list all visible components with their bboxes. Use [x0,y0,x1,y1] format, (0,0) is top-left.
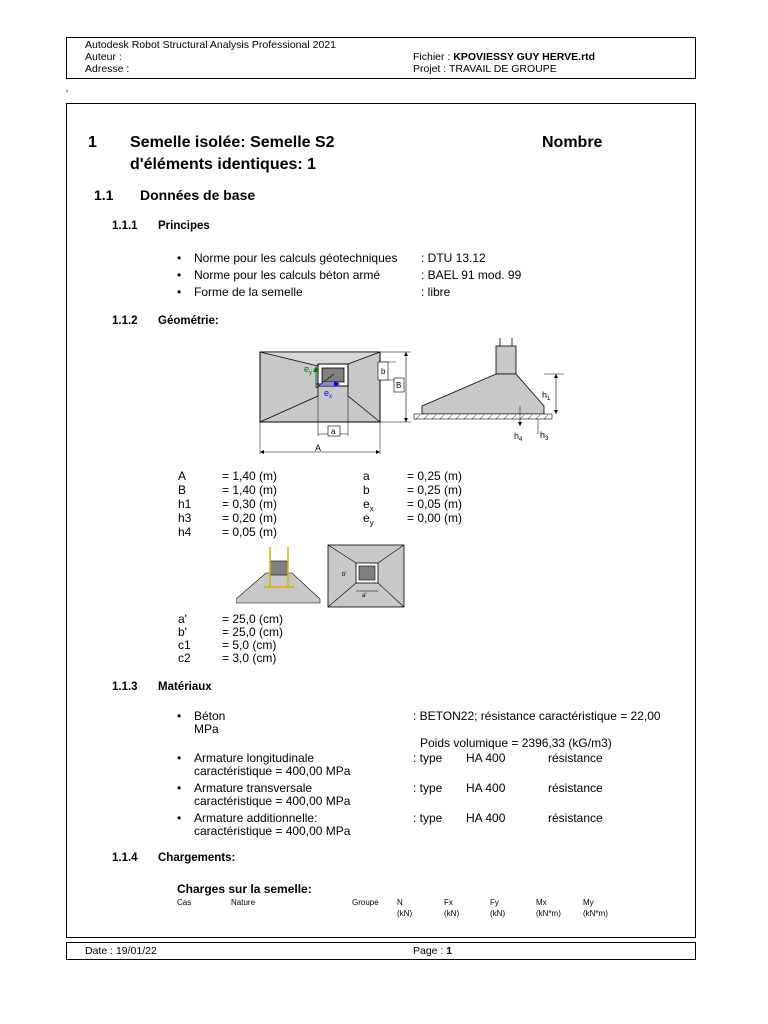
col-unit: (kN) [490,909,506,918]
beton-unit: MPa [194,722,219,736]
dim-name: c1 [178,638,191,652]
col-unit: (kN*m) [536,909,561,918]
principe-value: : BAEL 91 mod. 99 [421,268,522,282]
section-title: Semelle isolée: Semelle S2 [130,134,335,151]
footing-diagram [236,336,566,462]
armature-strength: caractéristique = 400,00 MPa [194,794,351,808]
armature-resistance: résistance [548,811,603,825]
h3-label: $h_3$ [540,430,549,442]
dim-name: a [363,469,370,483]
col-header: Fy [490,898,499,907]
dim-value: = 0,05 (m) [222,525,278,539]
dim-name: b' [178,625,187,639]
col-header: Cas [177,898,192,907]
page-footer [66,942,696,960]
principe-value: : DTU 13.12 [421,251,486,265]
software-name: Autodesk Robot Structural Analysis Professional 2021 [85,39,336,51]
dim-value: = 3,0 (cm) [222,651,277,665]
project-info: Projet : TRAVAIL DE GROUPE [413,63,557,75]
dim-name: h1 [178,497,192,511]
ey-label: $e_y$ [304,364,313,376]
armature-resistance: résistance [548,781,603,795]
section-title-line2: d'éléments identiques: 1 [130,156,317,173]
dim-value: = 0,20 (m) [222,511,278,525]
bullet-icon: • [177,709,182,723]
principe-label: Norme pour les calculs béton armé [194,268,381,282]
bullet-icon: • [177,751,182,765]
subsection-number: 1.1 [94,187,114,203]
dim-value: = 1,40 (m) [222,469,278,483]
armature-type: : type [413,751,443,765]
principe-value: : libre [421,285,451,299]
dim-name: A [178,469,187,483]
dim-value: = 0,25 (m) [407,483,463,497]
principes-number: 1.1.1 [112,220,138,232]
author-label: Auteur : [85,51,122,63]
beton-value: : BETON22; résistance caractéristique = 22,00 [413,709,661,723]
geometrie-number: 1.1.2 [112,315,138,327]
dim-value: = 0,00 (m) [407,511,463,525]
margin-marker: ' [66,89,68,100]
dim-name: h4 [178,525,192,539]
A-label: A [315,443,322,453]
dim-name: a' [178,612,187,626]
page-header [66,37,696,79]
bullet-icon: • [177,251,182,265]
armature-type: : type [413,781,443,795]
col-unit: (kN*m) [583,909,608,918]
dim-name: c2 [178,651,191,665]
armature-label: Armature longitudinale [194,751,315,765]
armature-strength: caractéristique = 400,00 MPa [194,824,351,838]
B-label: B [396,381,402,390]
a-prime-label: a' [362,593,367,599]
dim-name: h3 [178,511,192,525]
footer-page: Page : 1 [413,945,453,957]
armature-label: Armature transversale [194,781,313,795]
dim-name: B [178,483,187,497]
section-title-right: Nombre [542,134,603,151]
dim-name: $e_x$ [363,497,374,514]
address-label: Adresse : [85,63,130,75]
principes-title: Principes [158,220,210,232]
col-header: Fx [444,898,453,907]
beton-label: Béton [194,709,226,723]
geometrie-title: Géométrie: [158,315,219,327]
armature-strength: caractéristique = 400,00 MPa [194,764,351,778]
armature-label: Armature additionnelle: [194,811,318,825]
dim-value: = 0,05 (m) [407,497,463,511]
armature-resistance: résistance [548,751,603,765]
ex-label: $e_x$ [324,388,333,400]
dim-name: $e_y$ [363,511,374,528]
subsection-title: Données de base [140,187,256,203]
dim-value: = 0,25 (m) [407,469,463,483]
column-diagram [236,543,406,609]
dim-name: b [363,483,370,497]
h1-label: $h_1$ [542,390,551,402]
materiaux-number: 1.1.3 [112,681,138,693]
col-header: My [583,898,594,907]
bullet-icon: • [177,781,182,795]
materiaux-title: Matériaux [158,681,212,693]
b-label: b [381,367,386,376]
principe-label: Norme pour les calculs géotechniques [194,251,398,265]
col-header: N [397,898,403,907]
h4-label: $h_4$ [514,431,523,443]
b-prime-label: b' [342,572,347,578]
dim-value: = 0,30 (m) [222,497,278,511]
principe-label: Forme de la semelle [194,285,303,299]
bullet-icon: • [177,285,182,299]
dim-value: = 1,40 (m) [222,483,278,497]
col-unit: (kN) [397,909,413,918]
footer-date: Date : 19/01/22 [85,945,157,957]
col-header: Groupe [352,898,379,907]
armature-grade: HA 400 [466,781,506,795]
dim-value: = 5,0 (cm) [222,638,277,652]
beton-density: Poids volumique = 2396,33 (kG/m3) [420,736,612,750]
dim-value: = 25,0 (cm) [222,625,284,639]
chargements-title: Chargements: [158,852,236,864]
file-info: Fichier : KPOVIESSY GUY HERVE.rtd [413,51,596,63]
col-header: Mx [536,898,547,907]
col-header: Nature [231,898,256,907]
armature-type: : type [413,811,443,825]
armature-grade: HA 400 [466,811,506,825]
chargements-number: 1.1.4 [112,852,138,864]
a-label: a [331,427,336,436]
col-unit: (kN) [444,909,460,918]
bullet-icon: • [177,811,182,825]
loads-table-title: Charges sur la semelle: [177,882,312,896]
dim-value: = 25,0 (cm) [222,612,284,626]
armature-grade: HA 400 [466,751,506,765]
bullet-icon: • [177,268,182,282]
section-number: 1 [88,134,97,151]
